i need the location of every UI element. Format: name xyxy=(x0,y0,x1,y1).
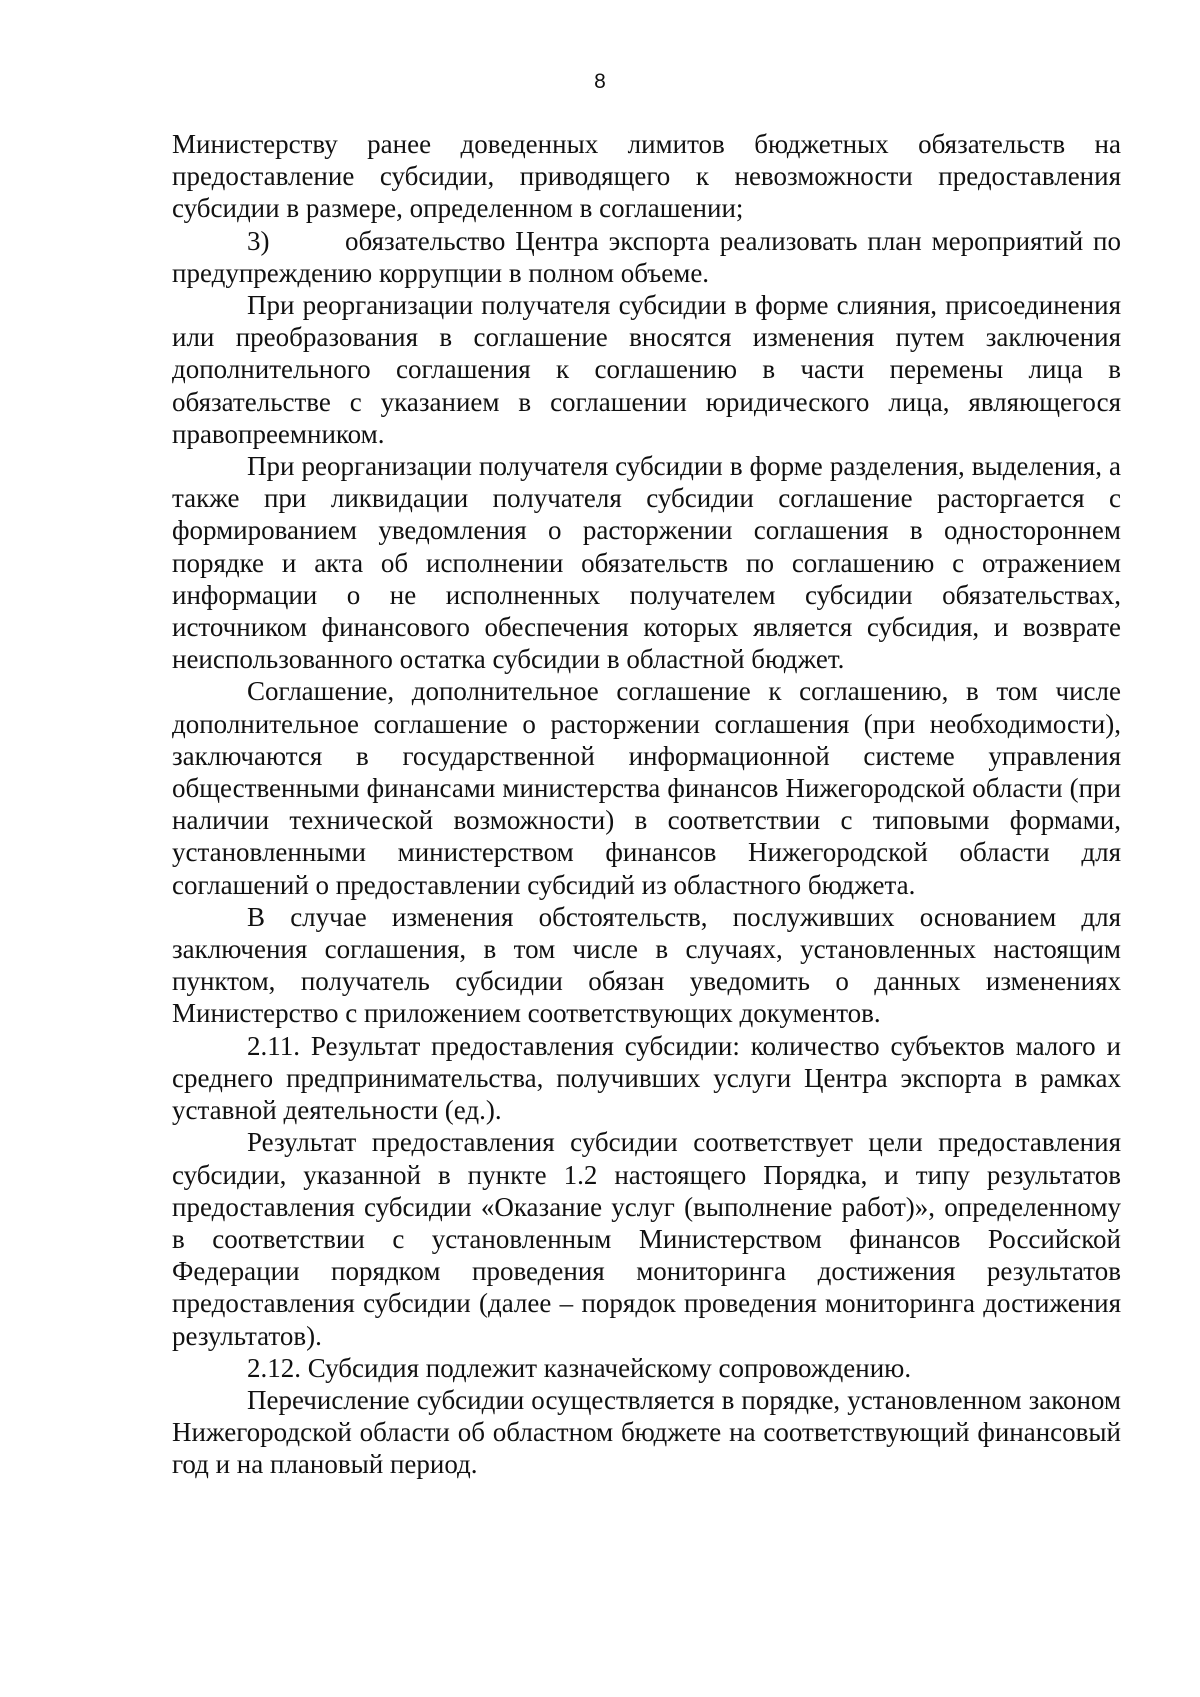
paragraph-continuation: Министерству ранее доведенных лимитов бюджетных обязательств на предоставление субсидии, приводящего к невозможности предоставления субсидии в размере, определенном в соглашении; xyxy=(172,129,1121,224)
document-body xyxy=(172,128,1121,1481)
paragraph-reorganization-division: При реорганизации получателя субсидии в форме разделения, выделения, а также при ликвидации получателя субсидии соглашение расторгается с формированием уведомления о расторжении соглашения в одностороннем порядке и акта об исполнении обязательств по соглашению с отражением информации о не исполненных получателем субсидии обязательствах, источником финансового обеспечения которых является субсидия, и возврате неиспользованного остатка субсидии в областной бюджет. xyxy=(172,451,1121,675)
paragraph-result-compliance: Результат предоставления субсидии соответствует цели предоставления субсидии, указанной в пункте 1.2 настоящего Порядка, и типу результатов предоставления субсидии «Оказание услуг (выполнение работ)», определенному в соответствии с установленным Министерством финансов Российской Федерации порядком проведения мониторинга достижения результатов предоставления субсидии (далее – порядок проведения мониторинга достижения результатов). xyxy=(172,1127,1121,1351)
list-item-number: 3) xyxy=(247,225,270,256)
list-item-text: обязательство Центра экспорта реализовать план мероприятий по предупреждению коррупции в полном объеме. xyxy=(172,225,1121,288)
paragraph-reorganization-merger: При реорганизации получателя субсидии в форме слияния, присоединения или преобразования в соглашение вносятся изменения путем заключения дополнительного соглашения к соглашению в части перемены лица в обязательстве с указанием в соглашении юридического лица, являющегося правопреемником. xyxy=(172,290,1121,449)
paragraph-2-11: 2.11. Результат предоставления субсидии: количество субъектов малого и среднего предпринимательства, получивших услуги Центра экспорта в рамках уставной деятельности (ед.). xyxy=(172,1030,1121,1126)
paragraph-transfer: Перечисление субсидии осуществляется в порядке, установленном законом Нижегородской области об областном бюджете на соответствующий финансовый год и на плановый период. xyxy=(172,1384,1121,1480)
paragraph-circumstances-change: В случае изменения обстоятельств, послуживших основанием для заключения соглашения, в том числе в случаях, установленных настоящим пунктом, получатель субсидии обязан уведомить о данных изменениях Министерство с приложением соответствующих документов. xyxy=(172,901,1121,1029)
paragraph-agreement-gis: Соглашение, дополнительное соглашение к соглашению, в том числе дополнительное соглашение о расторжении соглашения (при необходимости), заключаются в государственной информационной системе управления общественными финансами министерства финансов Нижегородской области (при наличии технической возможности) в соответствии с типовыми формами, установленными министерством финансов Нижегородской области для соглашений о предоставлении субсидий из областного бюджета. xyxy=(172,676,1121,900)
list-item-3 xyxy=(172,225,1121,289)
page-number: 8 xyxy=(594,70,606,93)
paragraph-2-12: 2.12. Субсидия подлежит казначейскому сопровождению. xyxy=(247,1352,912,1383)
